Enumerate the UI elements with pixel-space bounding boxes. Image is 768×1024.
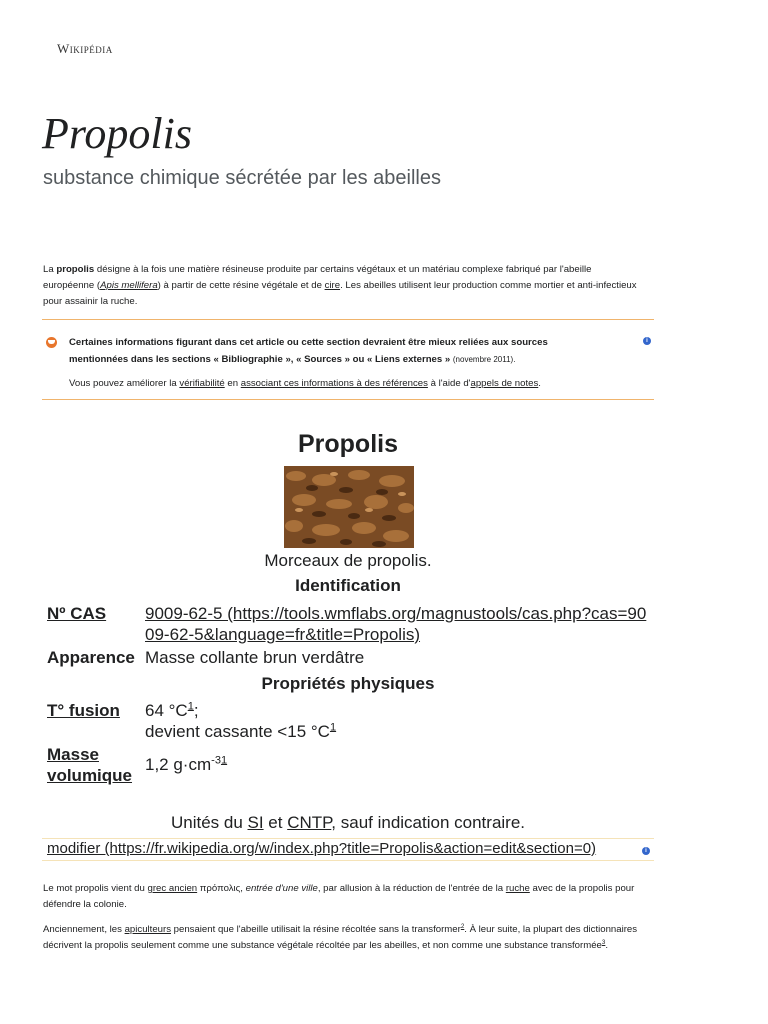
appearance-value: Masse collante brun verdâtre bbox=[145, 648, 365, 667]
density-label[interactable]: Masse volumique bbox=[47, 745, 133, 785]
history-paragraph: Anciennement, les apiculteurs pensaient que l'abeille utilisait la résine récoltée sans la transformer$^2$. À leur suite, la plupart des dictionnaires décrivent la propolis seulement comme une substance végétale récoltée par les abeilles, et non comme une substance transformée$^3$. bbox=[43, 922, 638, 951]
sources-banner bbox=[42, 319, 654, 400]
appearance-label: Apparence bbox=[47, 648, 135, 667]
warning-icon bbox=[46, 337, 57, 348]
banner-help: Vous pouvez améliorer la vérifiabilité en associant ces informations à des références à l'aide d'appels de notes. bbox=[69, 378, 541, 389]
cas-value[interactable]: 9009-62-5 (https://tools.wmflabs.org/magnustools/cas.php?cas=9009-62-5&language=fr&title=Propolis) bbox=[145, 604, 647, 644]
si-link[interactable]: SI bbox=[247, 813, 264, 832]
etymology-paragraph: Le mot propolis vient du grec ancien πρόπολις, entrée d'une ville, par allusion à la réduction de l'entrée de la ruche avec de la propolis pour défendre la colonie. bbox=[43, 883, 635, 910]
edit-link[interactable]: modifier (https://fr.wikipedia.org/w/index.php?title=Propolis&action=edit&section=0) bbox=[47, 840, 597, 857]
infobox-title: Propolis bbox=[297, 430, 398, 458]
propolis-image[interactable] bbox=[284, 466, 414, 548]
ref-link[interactable]: 1 bbox=[187, 700, 194, 713]
beekeepers-link[interactable]: apiculteurs bbox=[124, 924, 171, 935]
fusion-value: 64 $^\circ C^1$; devient cassante <15 $^\circ C^1$ bbox=[145, 700, 337, 741]
info-icon[interactable]: i bbox=[643, 337, 651, 345]
wax-link[interactable]: cire bbox=[324, 280, 341, 291]
notes-link[interactable]: appels de notes bbox=[470, 378, 539, 389]
ref-link[interactable]: 3 bbox=[601, 938, 606, 946]
banner-message: Certaines informations figurant dans cet article ou cette section devraient être mieux reliées aux sources mentionnées dans les sections « Bibliographie », « Sources » ou « Liens externes » (novembre 2011). bbox=[69, 337, 548, 365]
infobox-caption: Morceaux de propolis. bbox=[264, 551, 432, 570]
page-subtitle: substance chimique sécrétée par les abeilles bbox=[43, 167, 441, 189]
info-icon[interactable]: i bbox=[642, 847, 650, 855]
identification-heading: Identification bbox=[295, 576, 401, 595]
density-value: 1,2 $g\cdot cm^{-31}$ bbox=[145, 754, 228, 774]
intro-paragraph: La propolis désigne à la fois une matière résineuse produite par certains végétaux et un matériau complexe fabriqué par l'abeille européenne (Apis mellifera) à partir de cette résine végétale et de cire. Les abeilles utilisent leur production comme mortier et anti-infectieux pour assainir la ruche. bbox=[43, 264, 637, 307]
page-title: Propolis bbox=[42, 109, 192, 158]
infobox-units-note: Unités du SI et CNTP, sauf indication contraire. bbox=[170, 813, 526, 832]
ref-link[interactable]: 1 bbox=[329, 721, 337, 734]
ref-link[interactable]: 2 bbox=[460, 922, 465, 930]
greek-link[interactable]: grec ancien bbox=[147, 883, 198, 894]
physical-heading: Propriétés physiques bbox=[261, 674, 435, 693]
cntp-link[interactable]: CNTP bbox=[287, 813, 332, 832]
wikipedia-logo[interactable]: Wikipédia bbox=[57, 41, 113, 56]
fusion-label[interactable]: T° fusion bbox=[47, 701, 120, 720]
cas-label[interactable]: Nº CAS bbox=[47, 604, 107, 623]
ref-link[interactable]: 1 bbox=[220, 754, 228, 767]
references-link[interactable]: associant ces informations à des références bbox=[240, 378, 428, 389]
verifiability-link[interactable]: vérifiabilité bbox=[179, 378, 225, 389]
hive-link[interactable]: ruche bbox=[505, 883, 530, 894]
infobox-edit-row bbox=[42, 838, 654, 861]
species-link[interactable]: Apis mellifera bbox=[100, 280, 158, 291]
